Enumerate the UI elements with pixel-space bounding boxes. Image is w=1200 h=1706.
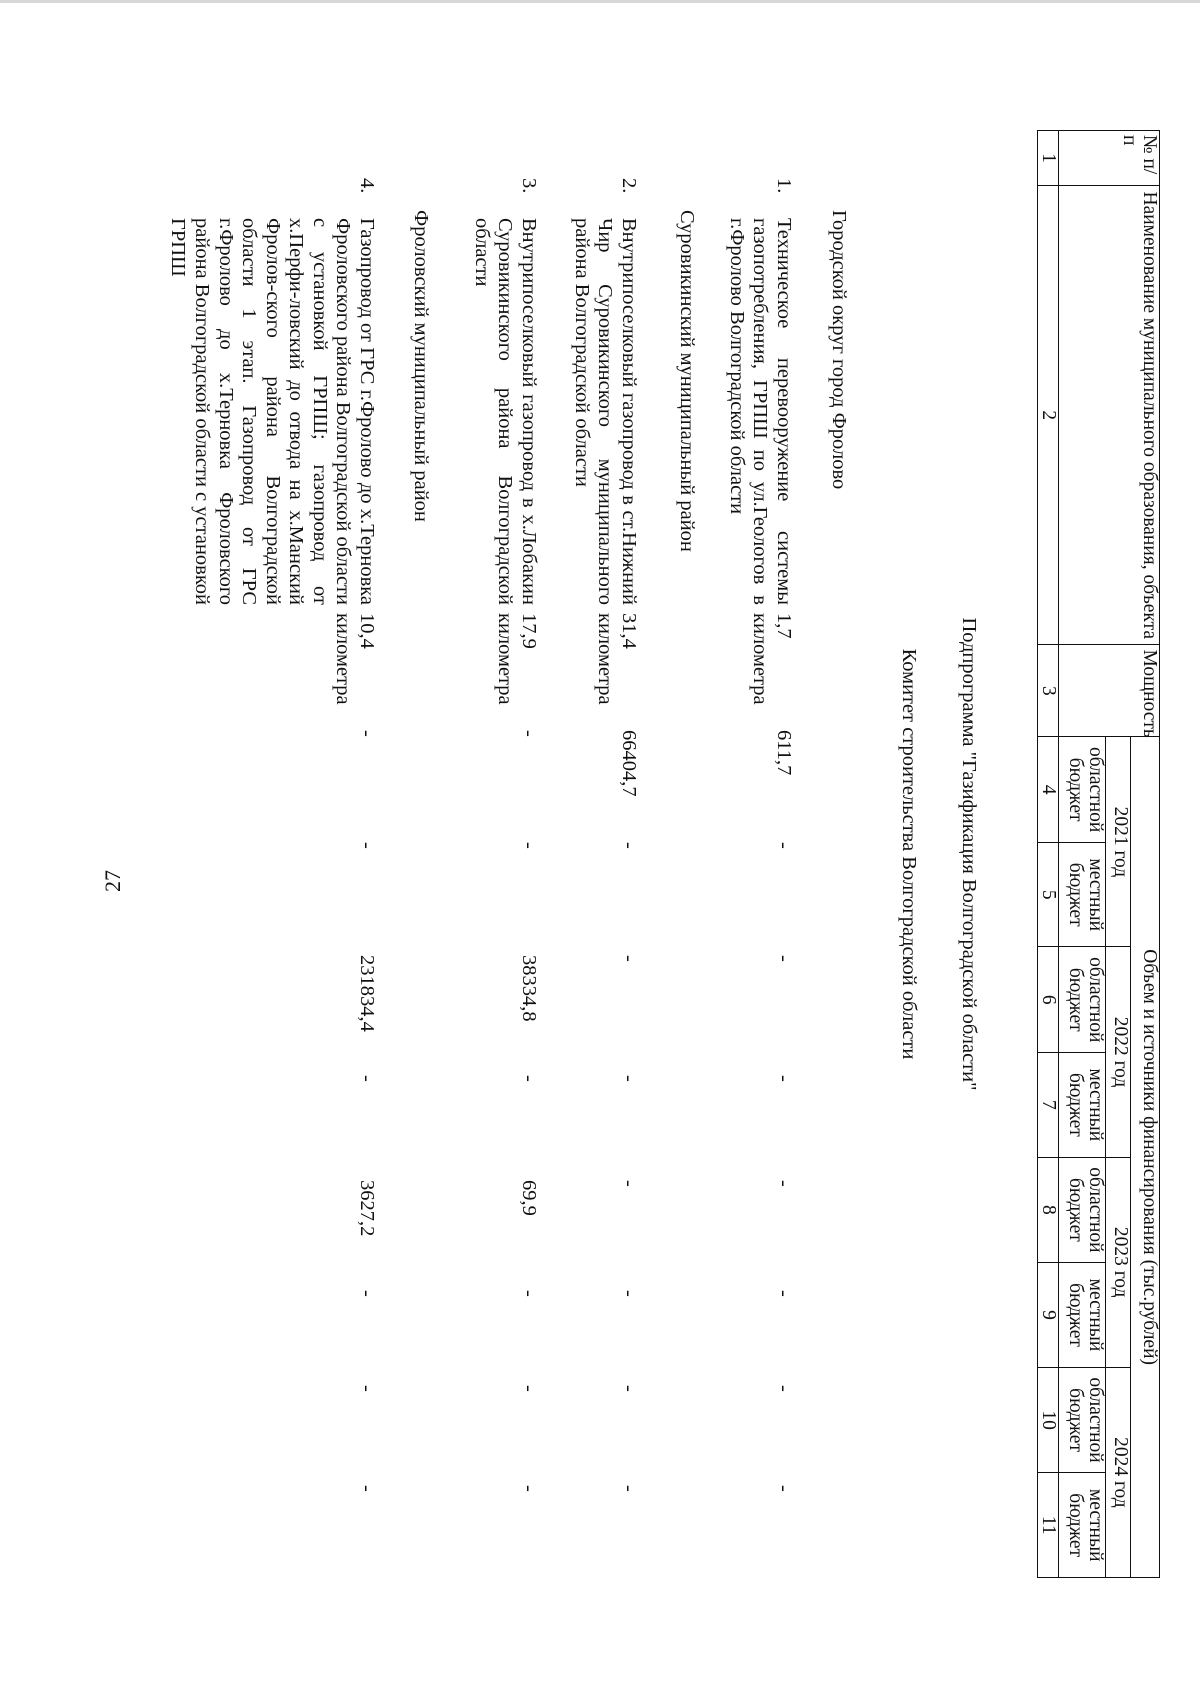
header-local-budget: местный бюджет [1059, 842, 1106, 947]
capacity [593, 613, 640, 705]
capacity-unit: километра [594, 613, 617, 705]
header-local-budget: местный бюджет [1059, 1053, 1106, 1158]
column-number: 8 [1038, 1157, 1059, 1263]
value-2022-local: - [518, 1075, 540, 1082]
region-heading: Фроловский муниципальный район [410, 210, 432, 522]
value-2021-regional: 611,7 [773, 730, 795, 776]
header-year-2022: 2022 год [1106, 947, 1131, 1157]
value-2021-local: - [773, 842, 795, 849]
header-name: Наименование муниципального образования, объекта [1059, 186, 1160, 645]
header-regional-budget: областной бюджет [1059, 1157, 1106, 1263]
header-regional-budget: областной бюджет [1059, 947, 1106, 1053]
capacity-value: 17,9 [518, 613, 540, 649]
row-number: 2. [618, 178, 640, 194]
value-2024-regional: - [356, 1385, 378, 1392]
value-2021-local: - [618, 842, 640, 849]
capacity [331, 613, 378, 705]
object-name: Газопровод от ГРС г.Фролово до х.Терновка Фроловского района Волгоградской области с установкой ГРПШ; газопровод от х.Перфи-ловский до отвода на х.Манский Фролов-ского района Волгоградской области 1 этап. Газопровод от ГРС г.Фролово до х.Терновка Фроловского района Волгоградской области с установкой ГРПШ [167, 218, 378, 605]
column-number: 7 [1038, 1053, 1059, 1158]
value-2024-regional: - [773, 1385, 795, 1392]
column-number: 5 [1038, 842, 1059, 947]
value-2023-regional: - [618, 1180, 640, 1187]
value-2023-local: - [773, 1290, 795, 1297]
column-number: 9 [1038, 1263, 1059, 1368]
value-2021-regional: - [356, 730, 378, 737]
capacity [493, 613, 540, 705]
value-2022-regional: - [773, 955, 795, 962]
value-2024-local: - [618, 1485, 640, 1492]
object-name: Внутрипоселковый газопровод в х.Лобакин Суровикинского района Волгоградской области [470, 218, 540, 605]
object-name: Техническое перевооружение системы газопотребления, ГРПШ по ул.Геологов в г.Фролово Волгоградской области [725, 218, 795, 605]
value-2024-local: - [356, 1485, 378, 1492]
capacity-unit: километра [749, 613, 772, 705]
value-2021-local: - [356, 842, 378, 849]
value-2024-regional: - [518, 1385, 540, 1392]
value-2023-local: - [618, 1290, 640, 1297]
financing-table-header [1037, 130, 1160, 1578]
header-year-2024: 2024 год [1106, 1367, 1131, 1577]
value-2022-local: - [356, 1075, 378, 1082]
value-2024-local: - [773, 1485, 795, 1492]
object-name: Внутрипоселковый газопровод в ст.Нижний Чир Суровикинского муниципального района Волгоградской области [570, 218, 640, 605]
value-2022-local: - [618, 1075, 640, 1082]
value-2024-local: - [518, 1485, 540, 1492]
row-number: 4. [356, 178, 378, 194]
value-2022-regional: 38334,8 [518, 955, 540, 1022]
value-2021-regional: 66404,7 [618, 730, 640, 797]
header-num: № п/п [1059, 131, 1160, 186]
column-number: 1 [1038, 131, 1059, 186]
header-regional-budget: областной бюджет [1059, 737, 1106, 843]
scan-edge [0, 0, 1200, 3]
header-local-budget: местный бюджет [1059, 1263, 1106, 1368]
header-regional-budget: областной бюджет [1059, 1367, 1106, 1473]
capacity-value: 10,4 [356, 613, 378, 649]
header-funding: Объем и источники финансирования (тыс.рублей) [1131, 737, 1160, 1578]
header-year-2023: 2023 год [1106, 1157, 1131, 1367]
value-2022-regional: - [618, 955, 640, 962]
subprogram-title: Подпрограмма "Газификация Волгоградской области" [958, 617, 980, 1091]
committee-title: Комитет строительства Волгоградской области [898, 648, 920, 1060]
column-number: 3 [1038, 645, 1059, 737]
header-local-budget: местный бюджет [1059, 1473, 1106, 1578]
value-2022-local: - [773, 1075, 795, 1082]
value-2021-local: - [518, 842, 540, 849]
column-number: 4 [1038, 737, 1059, 843]
region-heading: Городской округ город Фролово [828, 210, 850, 490]
capacity [748, 613, 795, 705]
capacity-unit: километра [332, 613, 355, 705]
column-number: 11 [1038, 1473, 1059, 1578]
column-number: 10 [1038, 1367, 1059, 1473]
row-number: 1. [773, 178, 795, 194]
capacity-value: 1,7 [773, 613, 795, 639]
column-number: 6 [1038, 947, 1059, 1053]
rotated-page-content [160, 110, 1160, 1630]
row-number: 3. [518, 178, 540, 194]
value-2023-local: - [356, 1290, 378, 1297]
value-2022-regional: 231834,4 [356, 955, 378, 1032]
page-number: 27 [100, 870, 125, 892]
column-number: 2 [1038, 186, 1059, 645]
header-capacity: Мощность [1059, 645, 1160, 737]
capacity-unit: километра [494, 613, 517, 705]
value-2023-regional: 3627,2 [356, 1180, 378, 1237]
region-heading: Суровикинский муниципальный район [676, 210, 698, 552]
capacity-value: 31,4 [618, 613, 640, 649]
value-2024-regional: - [618, 1385, 640, 1392]
value-2023-local: - [518, 1290, 540, 1297]
value-2023-regional: 69,9 [518, 1180, 540, 1216]
value-2021-regional: - [518, 730, 540, 737]
header-year-2021: 2021 год [1106, 737, 1131, 947]
value-2023-regional: - [773, 1180, 795, 1187]
